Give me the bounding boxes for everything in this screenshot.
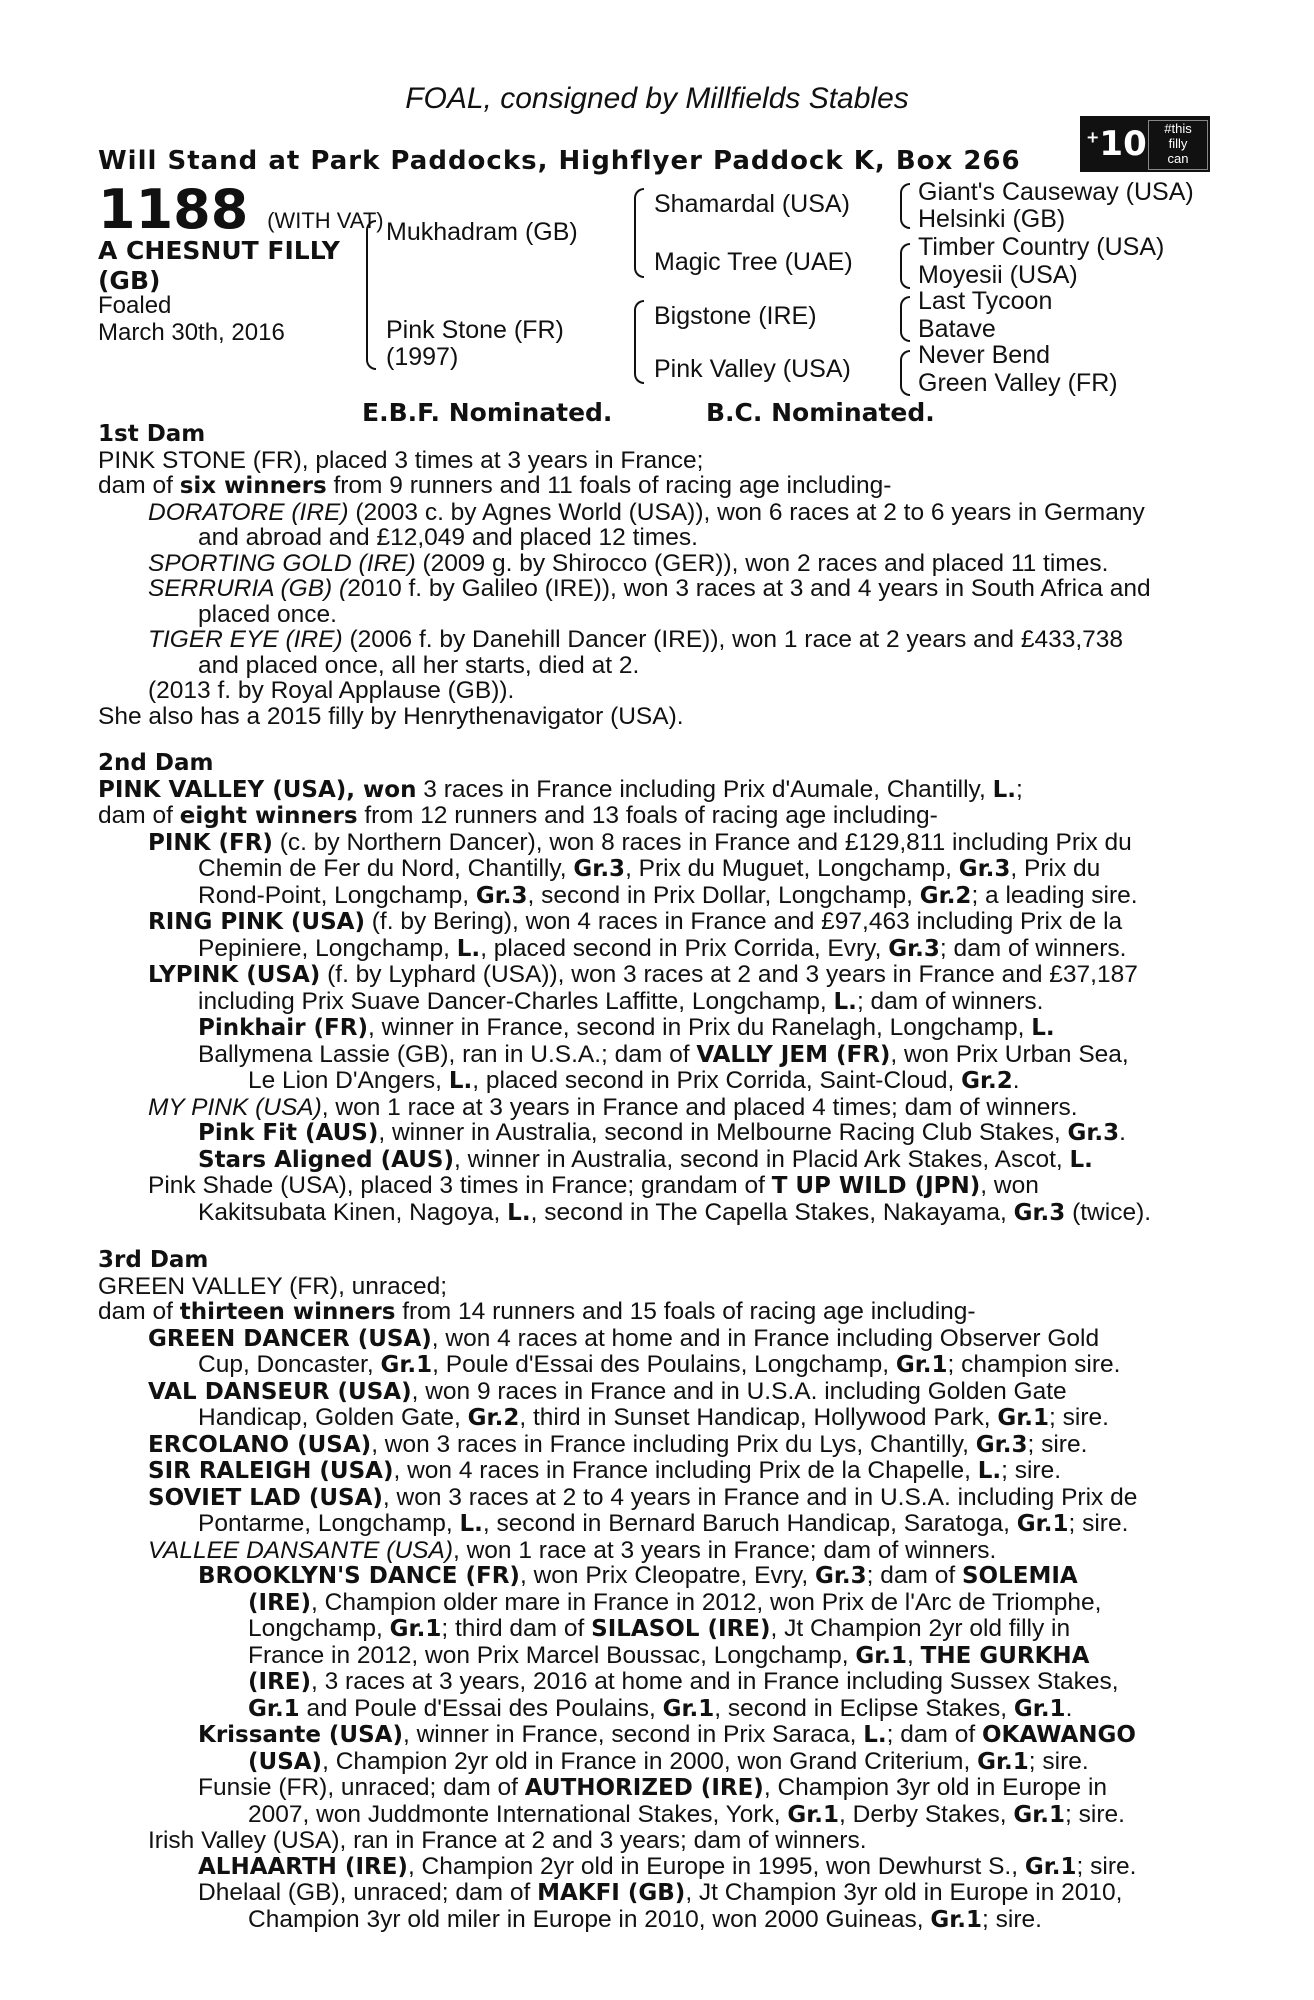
produce-entry: ALHAARTH (IRE), Champion 2yr old in Europe in 1995, won Dewhurst S., Gr.1; sire. xyxy=(198,1852,1137,1880)
produce-entry-cont: including Prix Suave Dancer-Charles Laffitte, Longchamp, L.; dam of winners. xyxy=(198,987,1044,1015)
pedigree-brace xyxy=(900,183,910,229)
produce-entry: DORATORE (IRE) (2003 c. by Agnes World (USA)), won 6 races at 2 to 6 years in Germany xyxy=(148,498,1145,526)
bc-nominated: B.C. Nominated. xyxy=(706,398,935,427)
vat-note: (WITH VAT) xyxy=(267,208,384,233)
grandsire-line-5: Last Tycoon xyxy=(918,287,1053,315)
dam-year: (1997) xyxy=(386,343,459,371)
stand-location: Will Stand at Park Paddocks, Highflyer Paddock K, Box 266 xyxy=(98,146,1021,176)
produce-entry: TIGER EYE (IRE) (2006 f. by Danehill Dancer (IRE)), won 1 race at 2 years and £433,738 xyxy=(148,626,1124,653)
produce-entry: LYPINK (USA) (f. by Lyphard (USA)), won 3 races at 2 and 3 years in France and £37,187 xyxy=(148,961,1138,988)
produce-entry: Pink Shade (USA), placed 3 times in France; grandam of T UP WILD (JPN), won xyxy=(148,1172,1039,1199)
pedigree-brace xyxy=(900,350,910,396)
consignment-line: FOAL, consigned by Millfields Stables xyxy=(405,82,909,115)
produce-entry-cont: Pontarme, Longchamp, L., second in Bernard Baruch Handicap, Saratoga, Gr.1; sire. xyxy=(198,1510,1129,1537)
section-heading: 1st Dam xyxy=(98,421,206,447)
pedigree-brace xyxy=(900,243,910,289)
sire-dam: Magic Tree (UAE) xyxy=(654,248,853,276)
produce-entry: SERRURIA (GB) (2010 f. by Galileo (IRE)), won 3 races at 3 and 4 years in South Africa and xyxy=(148,575,1151,602)
badge-tag: #this filly can xyxy=(1148,120,1208,170)
produce-entry-cont: Kakitsubata Kinen, Nagoya, L., second in The Capella Stakes, Nakayama, Gr.3 (twice). xyxy=(198,1198,1152,1226)
produce-entry-cont: Longchamp, Gr.1; third dam of SILASOL (IRE), Jt Champion 2yr old filly in xyxy=(248,1615,1071,1642)
produce-entry: MY PINK (USA), won 1 race at 3 years in France and placed 4 times; dam of winners. xyxy=(148,1093,1078,1121)
dam-line: GREEN VALLEY (FR), unraced; xyxy=(98,1272,448,1300)
produce-entry: SIR RALEIGH (USA), won 4 races in France including Prix de la Chapelle, L.; sire. xyxy=(148,1457,1062,1484)
produce-entry: Pink Fit (AUS), winner in Australia, second in Melbourne Racing Club Stakes, Gr.3. xyxy=(198,1119,1126,1146)
dam: Pink Stone (FR) xyxy=(386,316,564,344)
produce-entry-cont: (IRE), Champion older mare in France in 2012, won Prix de l'Arc de Triomphe, xyxy=(248,1588,1102,1616)
produce-entry-cont: Chemin de Fer du Nord, Chantilly, Gr.3, Prix du Muguet, Longchamp, Gr.3, Prix du xyxy=(198,855,1101,882)
produce-entry-cont: Handicap, Golden Gate, Gr.2, third in Sunset Handicap, Hollywood Park, Gr.1; sire. xyxy=(198,1404,1109,1431)
pedigree-brace xyxy=(900,296,910,342)
sire-sire: Shamardal (USA) xyxy=(654,190,850,218)
produce-entry-cont: France in 2012, won Prix Marcel Boussac, Longchamp, Gr.1, THE GURKHA xyxy=(248,1641,1090,1669)
grandsire-line-8: Green Valley (FR) xyxy=(918,369,1118,397)
produce-entry: VAL DANSEUR (USA), won 9 races in France and in U.S.A. including Golden Gate xyxy=(148,1377,1067,1405)
produce-entry: RING PINK (USA) (f. by Bering), won 4 races in France and £97,463 including Prix de la xyxy=(148,908,1123,935)
produce-entry: Dhelaal (GB), unraced; dam of MAKFI (GB), Jt Champion 3yr old in Europe in 2010, xyxy=(198,1879,1123,1906)
grandsire-line-1: Giant's Causeway (USA) xyxy=(918,178,1194,206)
produce-entry: SPORTING GOLD (IRE) (2009 g. by Shirocco (GER)), won 2 races and placed 11 times. xyxy=(148,549,1109,577)
section-heading: 3rd Dam xyxy=(98,1247,209,1273)
this-filly-can-badge xyxy=(1080,116,1210,172)
catalogue-body xyxy=(98,422,1204,1933)
produce-entry-cont: (USA), Champion 2yr old in France in 2000, won Grand Criterium, Gr.1; sire. xyxy=(248,1747,1089,1775)
dam-produce-summary: dam of thirteen winners from 14 runners and 15 foals of racing age including- xyxy=(98,1298,976,1325)
grandsire-line-6: Batave xyxy=(918,315,996,343)
horse-description: A CHESNUT FILLY (GB) xyxy=(98,236,340,295)
produce-entry-cont: Cup, Doncaster, Gr.1, Poule d'Essai des Poulains, Longchamp, Gr.1; champion sire. xyxy=(198,1351,1121,1378)
produce-entry: Funsie (FR), unraced; dam of AUTHORIZED (IRE), Champion 3yr old in Europe in xyxy=(198,1774,1108,1801)
produce-entry-cont: Champion 3yr old miler in Europe in 2010, won 2000 Guineas, Gr.1; sire. xyxy=(248,1905,1042,1933)
grandsire-line-3: Timber Country (USA) xyxy=(918,233,1165,261)
dam-line: PINK STONE (FR), placed 3 times at 3 years in France; xyxy=(98,446,704,474)
pedigree-brace xyxy=(366,220,376,370)
badge-number: +10 xyxy=(1086,124,1147,164)
produce-note: She also has a 2015 filly by Henrythenavigator (USA). xyxy=(98,702,684,730)
produce-entry: Irish Valley (USA), ran in France at 2 and 3 years; dam of winners. xyxy=(148,1827,867,1854)
grandsire-line-7: Never Bend xyxy=(918,341,1051,369)
lot-number: 1188 (WITH VAT) xyxy=(98,178,384,241)
produce-entry: Pinkhair (FR), winner in France, second in Prix du Ranelagh, Longchamp, L. xyxy=(198,1014,1055,1041)
produce-entry: (2013 f. by Royal Applause (GB)). xyxy=(148,677,515,704)
pedigree-brace xyxy=(634,300,644,384)
pedigree-brace xyxy=(634,188,644,278)
dam-produce-summary: dam of eight winners from 12 runners and 13 foals of racing age including- xyxy=(98,802,938,829)
dam-dam: Pink Valley (USA) xyxy=(654,355,851,383)
produce-entry-cont: Pepiniere, Longchamp, L., placed second in Prix Corrida, Evry, Gr.3; dam of winners. xyxy=(198,934,1127,962)
produce-entry: GREEN DANCER (USA), won 4 races at home and in France including Observer Gold xyxy=(148,1324,1100,1352)
dam-sire: Bigstone (IRE) xyxy=(654,302,817,330)
section-heading: 2nd Dam xyxy=(98,750,214,776)
produce-entry: Stars Aligned (AUS), winner in Australia, second in Placid Ark Stakes, Ascot, L. xyxy=(198,1145,1093,1173)
produce-entry-cont: and placed once, all her starts, died at 2. xyxy=(198,651,640,679)
produce-entry: VALLEE DANSANTE (USA), won 1 race at 3 years in France; dam of winners. xyxy=(148,1536,997,1564)
produce-entry-cont: and abroad and £12,049 and placed 12 times. xyxy=(198,524,698,551)
dam-line: PINK VALLEY (USA), won 3 races in France including Prix d'Aumale, Chantilly, L.; xyxy=(98,775,1023,803)
produce-entry-cont: 2007, won Juddmonte International Stakes, York, Gr.1, Derby Stakes, Gr.1; sire. xyxy=(248,1800,1125,1828)
produce-entry: BROOKLYN'S DANCE (FR), won Prix Cleopatre, Evry, Gr.3; dam of SOLEMIA xyxy=(198,1562,1078,1589)
produce-entry-cont: Gr.1 and Poule d'Essai des Poulains, Gr.1, second in Eclipse Stakes, Gr.1. xyxy=(248,1694,1073,1722)
produce-entry: Krissante (USA), winner in France, second in Prix Saraca, L.; dam of OKAWANGO xyxy=(198,1721,1136,1748)
produce-entry: PINK (FR) (c. by Northern Dancer), won 8 races in France and £129,811 including Prix du xyxy=(148,828,1132,856)
ebf-nominated: E.B.F. Nominated. xyxy=(362,398,613,427)
produce-entry: Ballymena Lassie (GB), ran in U.S.A.; dam of VALLY JEM (FR), won Prix Urban Sea, xyxy=(198,1040,1129,1068)
produce-entry: ERCOLANO (USA), won 3 races in France including Prix du Lys, Chantilly, Gr.3; sire. xyxy=(148,1430,1088,1458)
sire: Mukhadram (GB) xyxy=(386,218,578,246)
produce-entry: SOVIET LAD (USA), won 3 races at 2 to 4 years in France and in U.S.A. including Prix de xyxy=(148,1483,1138,1511)
produce-entry-cont: Le Lion D'Angers, L., placed second in Prix Corrida, Saint-Cloud, Gr.2. xyxy=(248,1067,1020,1094)
grandsire-line-2: Helsinki (GB) xyxy=(918,205,1066,233)
foaled-info: Foaled March 30th, 2016 xyxy=(98,292,285,346)
produce-entry-cont: placed once. xyxy=(198,600,337,628)
produce-entry-cont: Rond-Point, Longchamp, Gr.3, second in Prix Dollar, Longchamp, Gr.2; a leading sire. xyxy=(198,881,1138,909)
dam-produce-summary: dam of six winners from 9 runners and 11 foals of racing age including- xyxy=(98,472,892,499)
grandsire-line-4: Moyesii (USA) xyxy=(918,261,1078,289)
produce-entry-cont: (IRE), 3 races at 3 years, 2016 at home and in France including Sussex Stakes, xyxy=(248,1668,1119,1695)
